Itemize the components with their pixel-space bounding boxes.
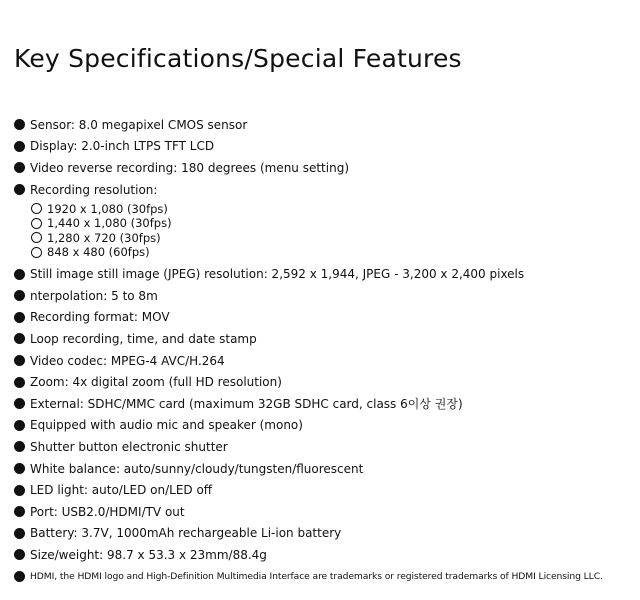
trademark-text: HDMI, the HDMI logo and High-Definition Multimedia Interface are trademarks or registered trademarks of HDMI Licensing LLC. — [30, 570, 603, 582]
spec-item-port — [14, 501, 634, 523]
spec-text: Size/weight: 98.7 x 53.3 x 23mm/88.4g — [30, 547, 267, 562]
spec-text: Recording resolution: — [30, 182, 158, 197]
spec-text: Zoom: 4x digital zoom (full HD resolution) — [30, 375, 282, 390]
filled-circle-bullet-icon — [14, 571, 25, 582]
spec-text: External: SDHC/MMC card (maximum 32GB SDHC card, class 6이상 권장) — [30, 397, 463, 412]
resolution-text: 848 x 480 (60fps) — [47, 245, 150, 260]
spec-text: Battery: 3.7V, 1000mAh rechargeable Li-ion battery — [30, 526, 342, 541]
filled-circle-bullet-icon — [14, 441, 25, 452]
hollow-circle-bullet-icon — [31, 218, 42, 229]
spec-item-recording-format — [14, 307, 634, 329]
spec-item-loop-recording — [14, 328, 634, 350]
spec-item-battery — [14, 523, 634, 545]
spec-item-display — [14, 136, 634, 158]
filled-circle-bullet-icon — [14, 463, 25, 474]
spec-text: Display: 2.0-inch LTPS TFT LCD — [30, 139, 215, 154]
filled-circle-bullet-icon — [14, 184, 25, 195]
filled-circle-bullet-icon — [14, 506, 25, 517]
spec-text: Shutter button electronic shutter — [30, 439, 228, 454]
filled-circle-bullet-icon — [14, 290, 25, 301]
filled-circle-bullet-icon — [14, 420, 25, 431]
spec-text: Equipped with audio mic and speaker (mono) — [30, 418, 303, 433]
filled-circle-bullet-icon — [14, 269, 25, 280]
page-title: Key Specifications/Special Features — [14, 44, 462, 73]
trademark-note — [14, 566, 634, 588]
filled-circle-bullet-icon — [14, 528, 25, 539]
spec-item-video-codec — [14, 350, 634, 372]
filled-circle-bullet-icon — [14, 312, 25, 323]
spec-item-external-card — [14, 393, 634, 415]
filled-circle-bullet-icon — [14, 119, 25, 130]
spec-text: Video reverse recording: 180 degrees (menu setting) — [30, 160, 350, 175]
filled-circle-bullet-icon — [14, 333, 25, 344]
spec-item-white-balance — [14, 458, 634, 480]
filled-circle-bullet-icon — [14, 355, 25, 366]
spec-text: Loop recording, time, and date stamp — [30, 331, 257, 346]
spec-text: Sensor: 8.0 megapixel CMOS sensor — [30, 117, 248, 132]
spec-text: Still image still image (JPEG) resolution: 2,592 x 1,944, JPEG - 3,200 x 2,400 pixels — [30, 267, 525, 282]
resolution-item — [31, 245, 634, 260]
filled-circle-bullet-icon — [14, 377, 25, 388]
resolution-sublist-container — [14, 200, 634, 263]
filled-circle-bullet-icon — [14, 141, 25, 152]
spec-item-zoom — [14, 371, 634, 393]
resolution-text: 1,440 x 1,080 (30fps) — [47, 216, 172, 231]
filled-circle-bullet-icon — [14, 485, 25, 496]
spec-item-video-reverse — [14, 157, 634, 179]
spec-item-interpolation — [14, 285, 634, 307]
spec-item-sensor — [14, 114, 634, 136]
resolution-text: 1,280 x 720 (30fps) — [47, 230, 161, 245]
resolution-item — [31, 230, 634, 245]
hollow-circle-bullet-icon — [31, 203, 42, 214]
resolution-item — [31, 216, 634, 231]
spec-text: LED light: auto/LED on/LED off — [30, 483, 213, 498]
spec-item-shutter — [14, 436, 634, 458]
spec-item-audio — [14, 415, 634, 437]
hollow-circle-bullet-icon — [31, 247, 42, 258]
resolution-sublist — [14, 201, 634, 259]
resolution-item — [31, 201, 634, 216]
spec-text: Recording format: MOV — [30, 310, 170, 325]
spec-list — [14, 114, 634, 587]
filled-circle-bullet-icon — [14, 162, 25, 173]
filled-circle-bullet-icon — [14, 398, 25, 409]
spec-item-led-light — [14, 479, 634, 501]
spec-text: Video codec: MPEG-4 AVC/H.264 — [30, 353, 225, 368]
spec-text: Port: USB2.0/HDMI/TV out — [30, 504, 185, 519]
filled-circle-bullet-icon — [14, 549, 25, 560]
resolution-text: 1920 x 1,080 (30fps) — [47, 201, 168, 216]
hollow-circle-bullet-icon — [31, 232, 42, 243]
spec-item-recording-resolution — [14, 179, 634, 201]
spec-item-still-image — [14, 263, 634, 285]
spec-text: White balance: auto/sunny/cloudy/tungsten/fluorescent — [30, 461, 364, 476]
spec-item-size-weight — [14, 544, 634, 566]
spec-text: nterpolation: 5 to 8m — [30, 288, 158, 303]
